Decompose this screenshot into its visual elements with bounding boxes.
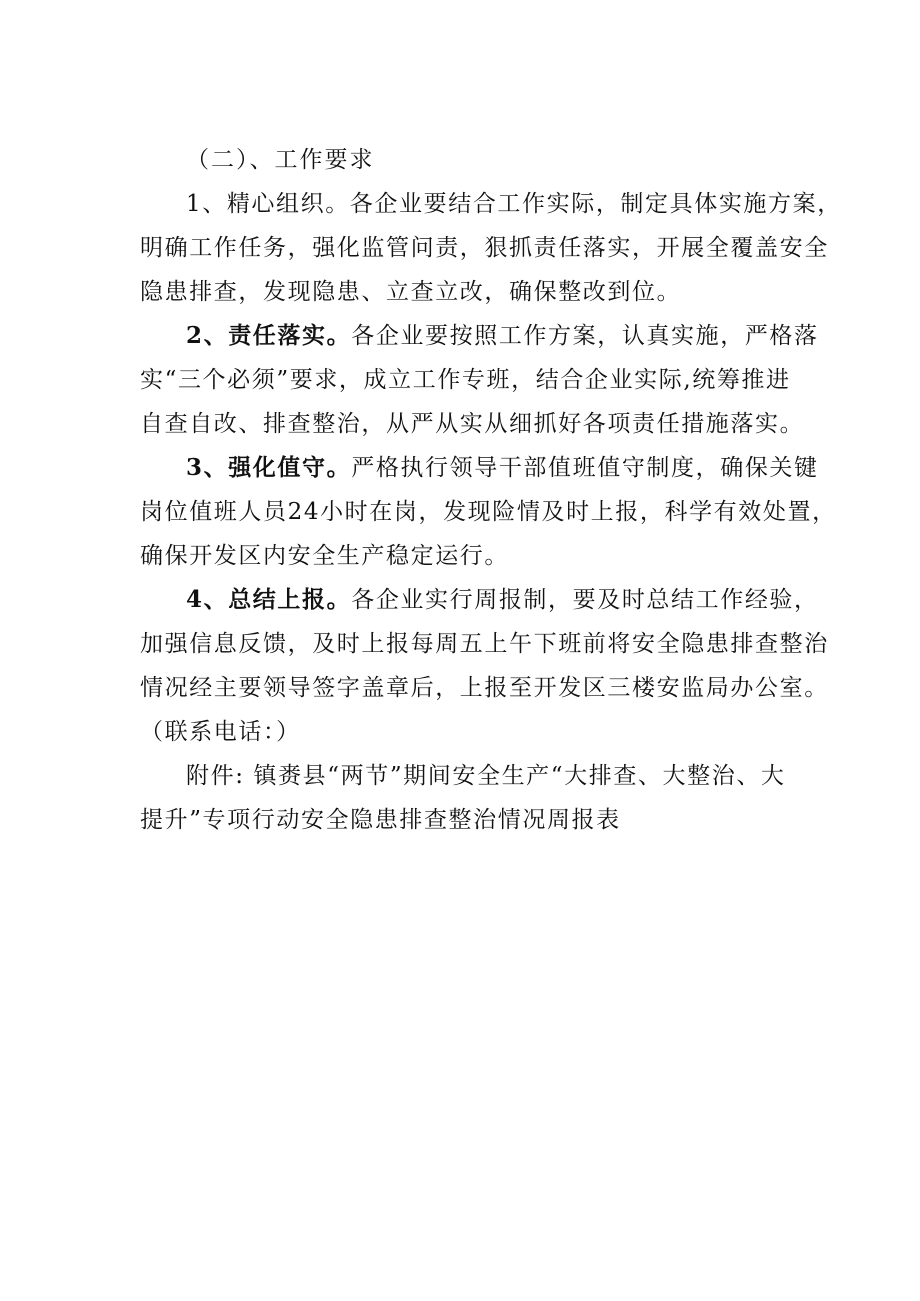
paragraph-line: 隐患排查，发现隐患、立查立改，确保整改到位。 xyxy=(140,279,682,305)
paragraph-line xyxy=(140,446,819,490)
item-text: 各企业实行周报制，要及时总结工作经验， xyxy=(351,587,819,613)
paragraph-line xyxy=(140,314,819,358)
item-lead: 4、总结上报。 xyxy=(186,586,352,613)
requirement-item-4 xyxy=(140,578,829,754)
paragraph-line: 确保开发区内安全生产稳定运行。 xyxy=(140,543,509,569)
item-lead: 2、责任落实。 xyxy=(186,322,352,349)
item-text: 严格执行领导干部值班值守制度，确保关键 xyxy=(351,455,819,481)
attachment-note xyxy=(140,754,795,842)
paragraph-line: 岗位值班人员24小时在岗，发现险情及时上报，科学有效处置， xyxy=(140,499,837,525)
paragraph-line: 明确工作任务，强化监管问责，狠抓责任落实，开展全覆盖安全 xyxy=(140,235,829,261)
requirement-item-3 xyxy=(140,446,837,578)
paragraph-line: 情况经主要领导签字盖章后，上报至开发区三楼安监局办公室。 xyxy=(140,675,829,701)
item-text: 各企业要按照工作方案，认真实施，严格落 xyxy=(351,323,819,349)
paragraph-line: 加强信息反馈，及时上报每周五上午下班前将安全隐患排查整治 xyxy=(140,631,829,657)
paragraph-line: 提升”专项行动安全隐患排查整治情况周报表 xyxy=(140,807,621,833)
requirement-item-2 xyxy=(140,314,819,446)
document-body xyxy=(140,138,842,842)
paragraph-line: 1、精心组织。各企业要结合工作实际，制定具体实施方案， xyxy=(186,191,842,217)
paragraph-line: 附件: 镇赉县“两节”期间安全生产“大排查、大整治、大 xyxy=(186,763,786,789)
contact-phone: （联系电话：） xyxy=(140,719,301,745)
paragraph-line: 自查自改、排查整治，从严从实从细抓好各项责任措施落实。 xyxy=(140,411,805,437)
requirement-item-1 xyxy=(140,182,842,314)
paragraph-line xyxy=(140,578,819,622)
item-lead: 3、强化值守。 xyxy=(186,454,352,481)
paragraph-line: 实“三个必须”要求，成立工作专班，结合企业实际,统筹推进 xyxy=(140,367,791,393)
section-heading: （二）、工作要求 xyxy=(186,147,375,173)
